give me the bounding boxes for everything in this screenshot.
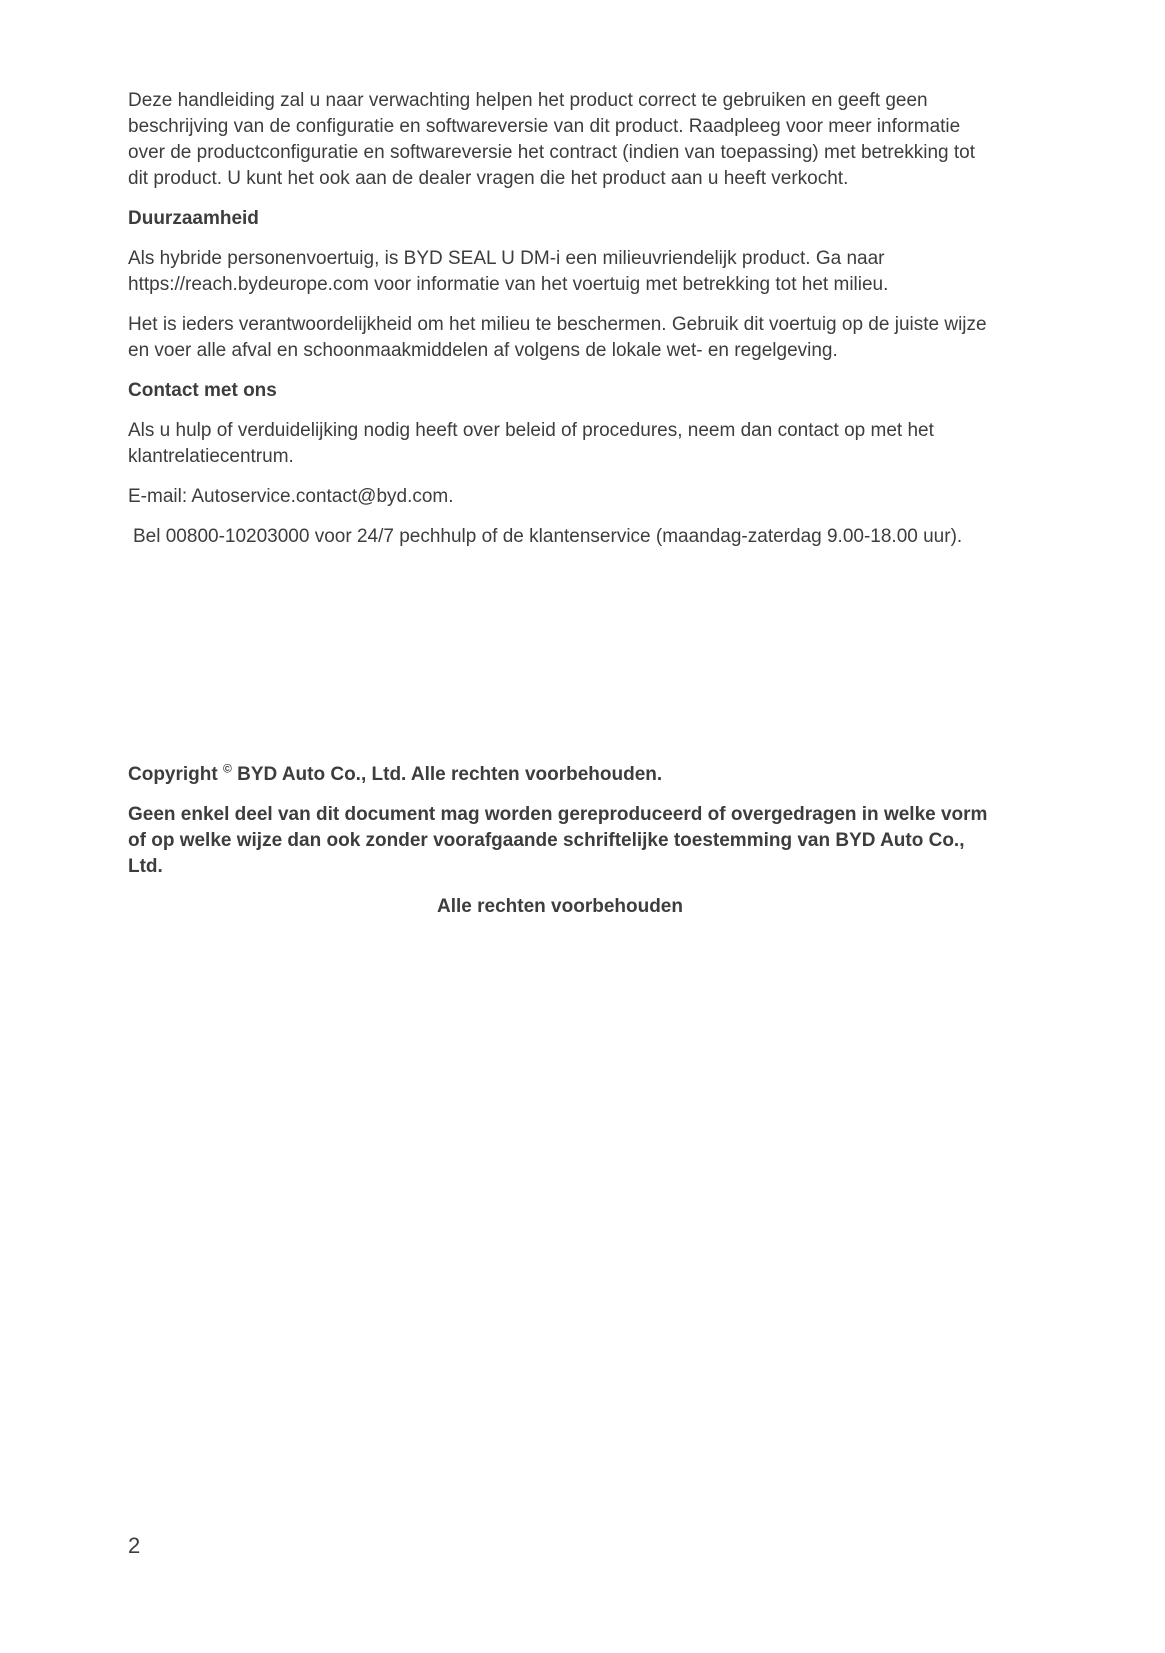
copyright-notice: Geen enkel deel van dit document mag worden gereproduceerd of overgedragen in welke vorm of op welke wijze dan ook zonder voorafgaande schriftelijke toestemming van BYD Auto Co., Ltd. bbox=[128, 804, 988, 877]
copyright-prefix: Copyright bbox=[128, 764, 218, 785]
page-number: 2 bbox=[128, 1533, 141, 1558]
sustainability-paragraph-1: Als hybride personenvoertuig, is BYD SEAL U DM-i een milieuvriendelijk product. Ga naar https://reach.bydeurope.com voor informatie van het voertuig met betrekking tot het milieu. bbox=[128, 248, 889, 295]
contact-email-line: E-mail: Autoservice.contact@byd.com. bbox=[128, 486, 454, 507]
contact-paragraph: Als u hulp of verduidelijking nodig heeft over beleid of procedures, neem dan contact op met het klantrelatiecentrum. bbox=[128, 420, 934, 467]
page-content bbox=[128, 88, 992, 934]
copyright-line bbox=[128, 762, 992, 788]
sustainability-heading: Duurzaamheid bbox=[128, 208, 259, 229]
contact-heading: Contact met ons bbox=[128, 380, 277, 401]
contact-phone-line: Bel 00800-10203000 voor 24/7 pechhulp of de klantenservice (maandag-zaterdag 9.00-18.00 uur). bbox=[133, 526, 963, 547]
copyright-owner-text: BYD Auto Co., Ltd. Alle rechten voorbehouden. bbox=[237, 764, 663, 785]
intro-paragraph: Deze handleiding zal u naar verwachting helpen het product correct te gebruiken en geeft geen beschrijving van de configuratie en softwareversie van dit product. Raadpleeg voor meer informatie over de productconfiguratie en softwareversie het contract (indien van toepassing) met betrekking tot dit product. U kunt het ook aan de dealer vragen die het product aan u heeft verkocht. bbox=[128, 90, 976, 189]
rights-reserved-line: Alle rechten voorbehouden bbox=[437, 896, 683, 917]
copyright-symbol: © bbox=[223, 761, 232, 776]
sustainability-paragraph-2: Het is ieders verantwoordelijkheid om het milieu te beschermen. Gebruik dit voertuig op de juiste wijze en voer alle afval en schoonmaakmiddelen af volgens de lokale wet- en regelgeving. bbox=[128, 314, 987, 361]
